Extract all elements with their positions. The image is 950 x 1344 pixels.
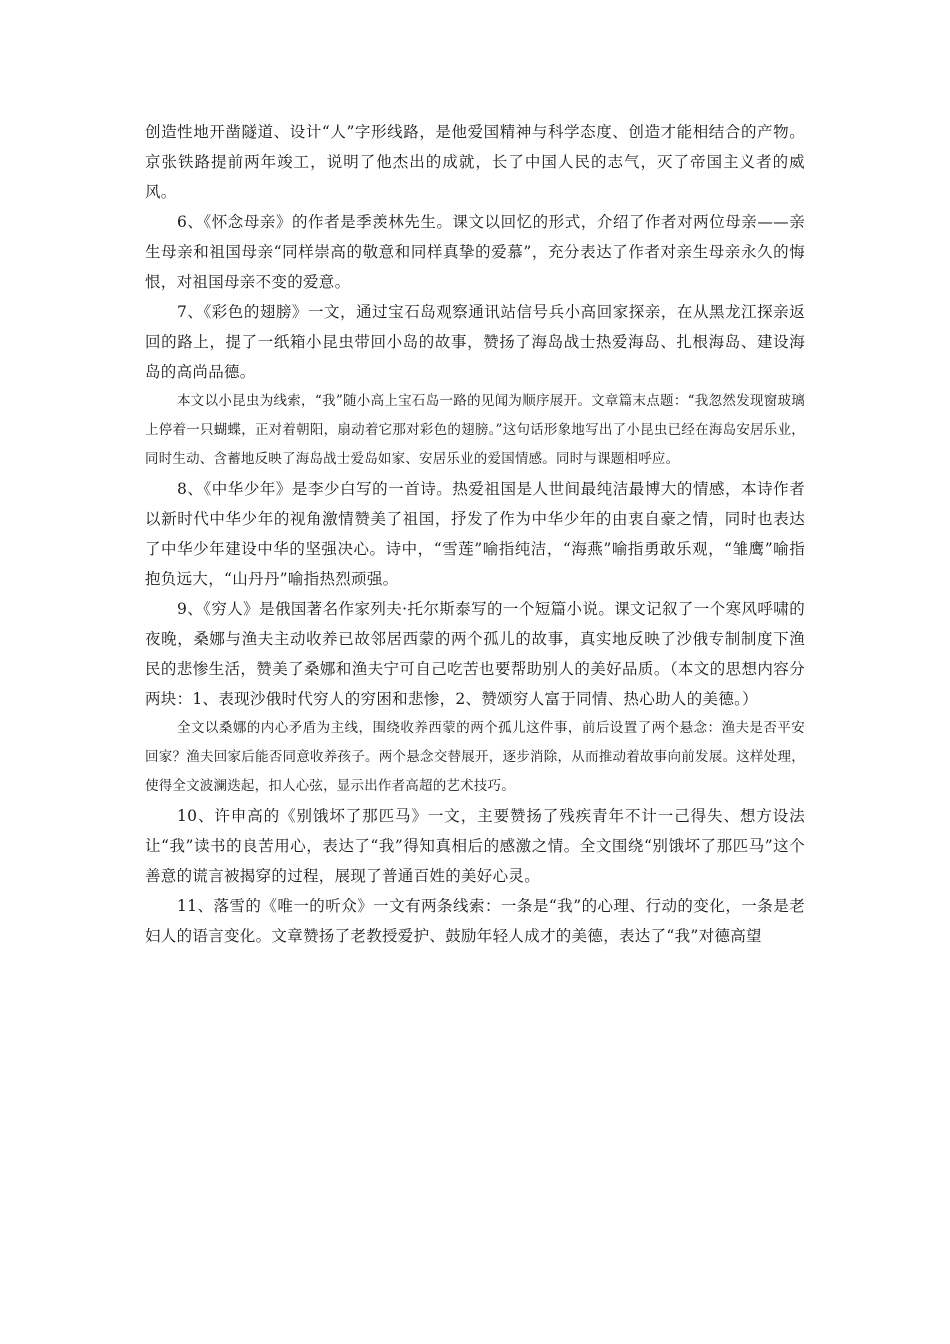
paragraph-7-caise-de-chibang: 7、《彩色的翅膀》一文，通过宝石岛观察通讯站信号兵小高回家探亲，在从黑龙江探亲返回的路上，提了一纸箱小昆虫带回小岛的故事，赞扬了海岛战士热爱海岛、扎根海岛、建设海岛的高尚品德。 [145, 303, 805, 381]
paragraph-6-huainian-muqin: 6、《怀念母亲》的作者是季羡林先生。课文以回忆的形式，介绍了作者对两位母亲——亲生母亲和祖国母亲“同样崇高的敬意和同样真挚的爱慕”，充分表达了作者对亲生母亲永久的悔恨，对祖国母亲不变的爱意。 [145, 213, 805, 291]
document-page [145, 117, 805, 951]
paragraph-9-analysis: 全文以桑娜的内心矛盾为主线，围绕收养西蒙的两个孤儿这件事，前后设置了两个悬念：渔夫是否平安回家？渔夫回家后能否同意收养孩子。两个悬念交替展开，逐步消除，从而推动着故事向前发展。这样处理，使得全文波澜迭起，扣人心弦，显示出作者高超的艺术技巧。 [145, 720, 805, 794]
paragraph-10-bie-ehuai-nei-pi-ma: 10、许申高的《别饿坏了那匹马》一文，主要赞扬了残疾青年不计一己得失、想方设法让“我”读书的良苦用心，表达了“我”得知真相后的感激之情。全文围绕“别饿坏了那匹马”这个善意的谎言被揭穿的过程，展现了普通百姓的美好心灵。 [145, 807, 805, 885]
paragraph-jingzhang-continued: 创造性地开凿隧道、设计“人”字形线路，是他爱国精神与科学态度、创造才能相结合的产物。京张铁路提前两年竣工，说明了他杰出的成就，长了中国人民的志气，灭了帝国主义者的威风。 [145, 123, 805, 201]
paragraph-9-qiongren: 9、《穷人》是俄国著名作家列夫·托尔斯泰写的一个短篇小说。课文记叙了一个寒风呼啸的夜晚，桑娜与渔夫主动收养已故邻居西蒙的两个孤儿的故事，真实地反映了沙俄专制制度下渔民的悲惨生活，赞美了桑娜和渔夫宁可自己吃苦也要帮助别人的美好品质。（本文的思想内容分两块：1、表现沙俄时代穷人的穷困和悲惨，2、赞颂穷人富于同情、热心助人的美德。） [145, 600, 805, 708]
paragraph-7-analysis: 本文以小昆虫为线索，“我”随小高上宝石岛一路的见闻为顺序展开。文章篇末点题：“我忽然发现窗玻璃上停着一只蝴蝶，正对着朝阳，扇动着它那对彩色的翅膀。”这句话形象地写出了小昆虫已经在海岛安居乐业，同时生动、含蓄地反映了海岛战士爱岛如家、安居乐业的爱国情感。同时与课题相呼应。 [145, 393, 805, 467]
paragraph-8-zhonghua-shaonian: 8、《中华少年》是李少白写的一首诗。热爱祖国是人世间最纯洁最博大的情感，本诗作者以新时代中华少年的视角激情赞美了祖国，抒发了作为中华少年的由衷自豪之情，同时也表达了中华少年建设中华的坚强决心。诗中，“雪莲”喻指纯洁，“海燕”喻指勇敢乐观，“雏鹰”喻指抱负远大，“山丹丹”喻指热烈顽强。 [145, 480, 805, 588]
paragraph-11-weiyi-de-tingzhong: 11、落雪的《唯一的听众》一文有两条线索：一条是“我”的心理、行动的变化，一条是老妇人的语言变化。文章赞扬了老教授爱护、鼓励年轻人成才的美德，表达了“我”对德高望 [145, 897, 805, 945]
